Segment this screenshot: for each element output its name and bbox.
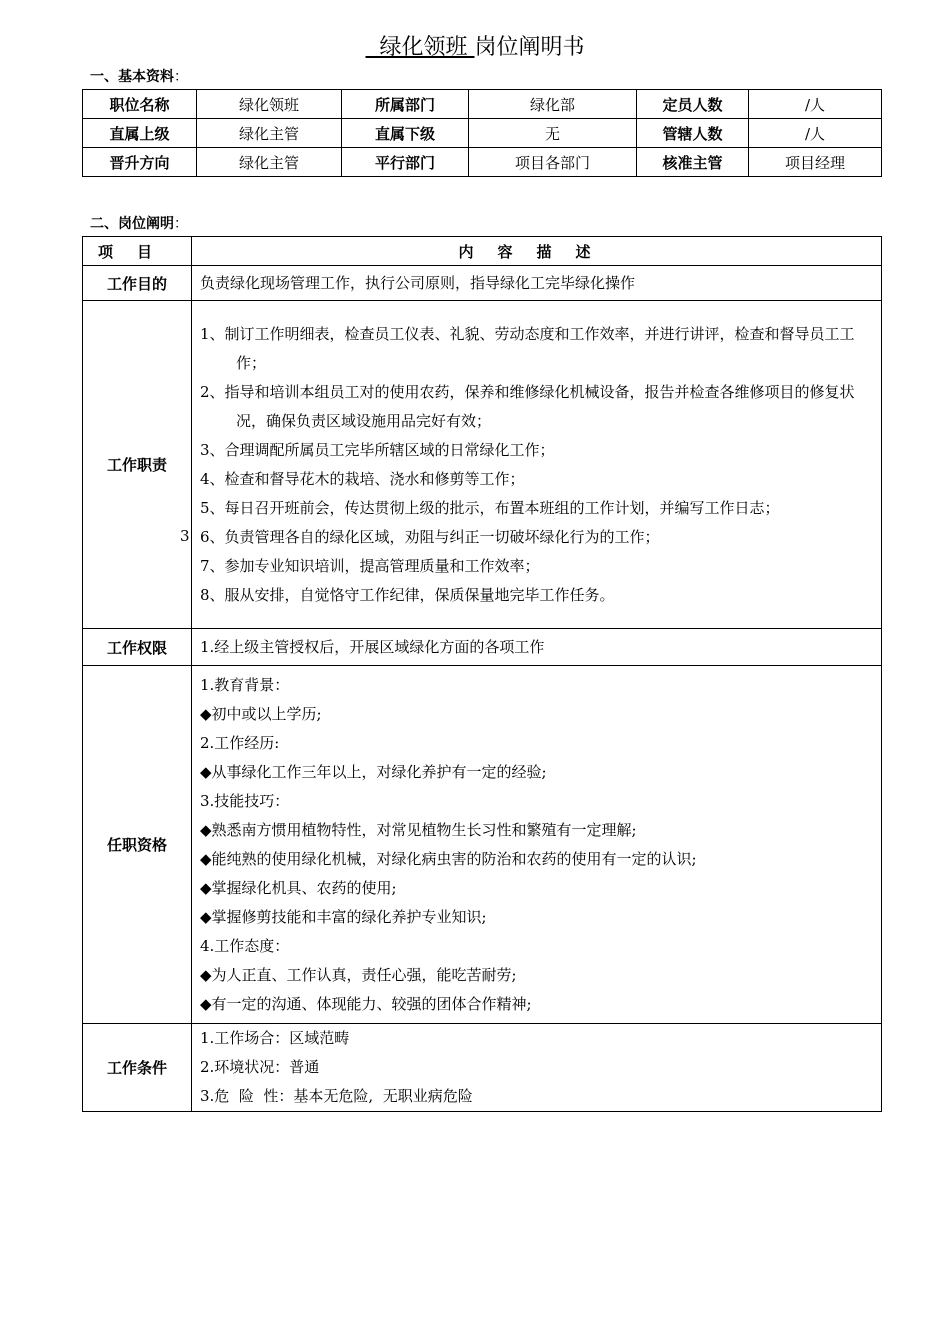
section-basic-info-label: 一、基本资料 — [90, 69, 174, 85]
label-position-name: 职位名称 — [83, 90, 197, 119]
label-parallel-department: 平行部门 — [342, 148, 469, 177]
table-row — [83, 666, 882, 1024]
label-direct-subordinate: 直属下级 — [342, 119, 469, 148]
qualification-line: ◆掌握修剪技能和丰富的绿化养护专业知识; — [200, 907, 487, 926]
work-conditions-list — [192, 1024, 882, 1112]
value-direct-subordinate: 无 — [469, 119, 637, 148]
qualification-line: ◆能纯熟的使用绿化机械，对绿化病虫害的防治和农药的使用有一定的认识; — [200, 849, 697, 868]
value-work-purpose: 负责绿化现场管理工作，执行公司原则，指导绿化工完毕绿化操作 — [192, 266, 882, 301]
value-headcount: /人 — [749, 90, 882, 119]
table-row — [83, 90, 882, 119]
value-approving-supervisor: 项目经理 — [749, 148, 882, 177]
document-title — [0, 30, 950, 61]
value-department: 绿化部 — [469, 90, 637, 119]
table-row — [83, 119, 882, 148]
value-managed-count: /人 — [749, 119, 882, 148]
label-work-authority: 工作权限 — [83, 629, 192, 666]
condition-line: 1.工作场合：区域范畴 — [200, 1029, 350, 1047]
qualification-line: ◆为人正直、工作认真，责任心强，能吃苦耐劳; — [200, 965, 517, 984]
table-row — [83, 148, 882, 177]
label-work-purpose: 工作目的 — [83, 266, 192, 301]
table-row — [83, 1024, 882, 1112]
basic-info-table — [82, 89, 882, 177]
section-basic-info-heading — [90, 66, 188, 86]
label-work-duties: 工作职责 — [83, 301, 192, 629]
title-position-name: 绿化领班 — [365, 35, 475, 60]
duties-list — [192, 301, 882, 629]
margin-number: 3 — [180, 527, 190, 545]
section-basic-info-colon: ： — [174, 69, 188, 85]
duty-item: 8、服从安排，自觉恪守工作纪律，保质保量地完毕工作任务。 — [200, 585, 615, 604]
label-approving-supervisor: 核准主管 — [637, 148, 749, 177]
value-promotion: 绿化主管 — [197, 148, 342, 177]
table-row — [83, 629, 882, 666]
condition-line: 2.环境状况：普通 — [200, 1058, 320, 1076]
duty-item: 1、制订工作明细表，检查员工仪表、礼貌、劳动态度和工作效率，并进行讲评，检查和督导员工工作； — [200, 324, 855, 372]
table-row — [83, 266, 882, 301]
value-position-name: 绿化领班 — [197, 90, 342, 119]
section-job-description-colon: ： — [174, 216, 188, 232]
qualification-line: ◆熟悉南方惯用植物特性，对常见植物生长习性和繁殖有一定理解; — [200, 820, 637, 839]
header-content-description: 内容描述 — [192, 237, 882, 266]
table-row — [83, 301, 882, 629]
header-item: 项目 — [83, 237, 192, 266]
label-promotion: 晋升方向 — [83, 148, 197, 177]
duty-item: 3、合理调配所属员工完毕所辖区域的日常绿化工作； — [200, 440, 555, 459]
label-work-conditions: 工作条件 — [83, 1024, 192, 1112]
qualification-line: ◆掌握绿化机具、农药的使用; — [200, 878, 397, 897]
job-description-table — [82, 236, 882, 1112]
label-managed-count: 管辖人数 — [637, 119, 749, 148]
value-work-authority: 1.经上级主管授权后，开展区域绿化方面的各项工作 — [192, 629, 882, 666]
duty-item: 2、指导和培训本组员工对的使用农药，保养和维修绿化机械设备，报告并检查各维修项目的修复状况，确保负责区域设施用品完好有效； — [200, 382, 855, 430]
qualification-line: 3.技能技巧： — [200, 791, 290, 810]
qualification-line: 2.工作经历: — [200, 733, 280, 752]
label-department: 所属部门 — [342, 90, 469, 119]
value-direct-superior: 绿化主管 — [197, 119, 342, 148]
table-row — [83, 237, 882, 266]
label-direct-superior: 直属上级 — [83, 119, 197, 148]
section-job-description-label: 二、岗位阐明 — [90, 216, 174, 232]
duty-item: 6、负责管理各自的绿化区域，劝阻与纠正一切破坏绿化行为的工作； — [200, 527, 660, 546]
duty-item: 7、参加专业知识培训，提高管理质量和工作效率； — [200, 556, 540, 575]
section-job-description-heading — [90, 213, 188, 233]
condition-line: 3.危 险 性：基本无危险, 无职业病危险 — [200, 1087, 473, 1105]
label-headcount: 定员人数 — [637, 90, 749, 119]
title-suffix: 岗位阐明书 — [474, 35, 585, 60]
qualification-line: 4.工作态度： — [200, 936, 290, 955]
qualifications-list — [192, 666, 882, 1024]
duty-item: 4、检查和督导花木的栽培、浇水和修剪等工作； — [200, 469, 525, 488]
qualification-line: ◆初中或以上学历; — [200, 704, 322, 723]
duty-item: 5、每日召开班前会，传达贯彻上级的批示，布置本班组的工作计划，并编写工作日志； — [200, 498, 780, 517]
value-parallel-department: 项目各部门 — [469, 148, 637, 177]
qualification-line: ◆从事绿化工作三年以上，对绿化养护有一定的经验; — [200, 762, 547, 781]
qualification-line: ◆有一定的沟通、体现能力、较强的团体合作精神; — [200, 994, 532, 1013]
label-qualifications: 任职资格 — [83, 666, 192, 1024]
qualification-line: 1.教育背景： — [200, 675, 290, 694]
